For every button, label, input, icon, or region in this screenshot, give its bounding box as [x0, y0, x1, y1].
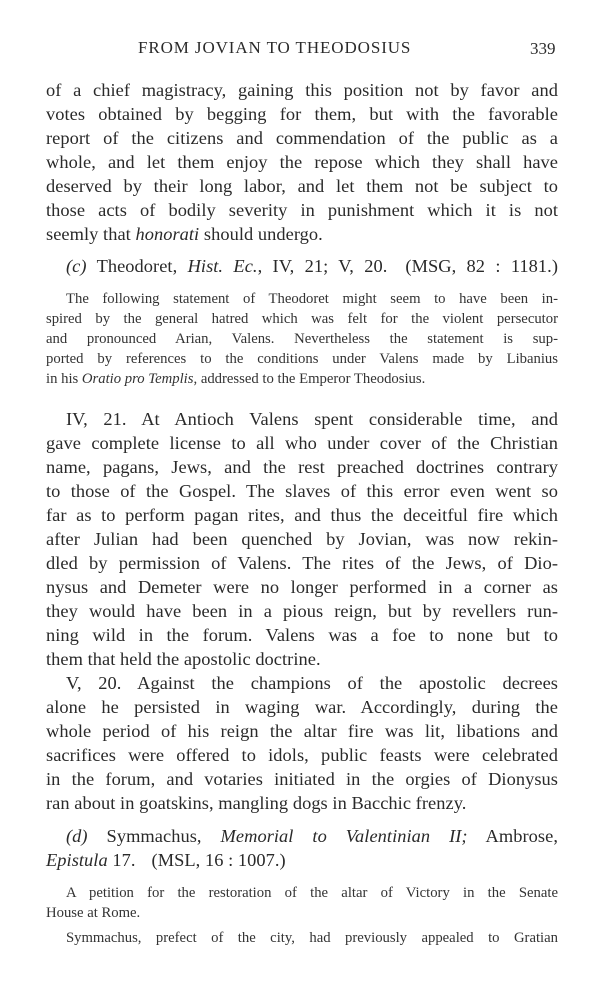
page-header [0, 38, 607, 68]
text-line: they would have been in a pious reign, but by revellers run- [46, 601, 558, 621]
work-title: Memorial to Valentinian II; [220, 826, 468, 846]
text-line: alone he persisted in waging war. Accordingly, during the [46, 697, 558, 717]
text-line: gave complete license to all who under cover of the Christian [46, 433, 558, 453]
source-citation: (MSL, 16 : 1007.) [151, 850, 286, 870]
text-line: votes obtained by begging for them, but with the favorable [46, 104, 558, 124]
running-title: FROM JOVIAN TO THEODOSIUS [138, 38, 412, 57]
reference: , IV, 21; V, 20. [257, 256, 388, 276]
text-line: A petition for the restoration of the altar of Victory in the Senate [66, 885, 558, 901]
italic-title: Oratio pro Templis [81, 371, 194, 387]
text-line: spired by the general hatred which was felt for the violent persecutor [46, 311, 558, 327]
text-line: dled by permission of Valens. The rites of the Jews, of Dio- [46, 553, 558, 573]
source-citation: (MSG, 82 : 1181.) [405, 256, 558, 276]
section-label: (d) [66, 826, 88, 846]
section-label: (c) [66, 256, 87, 276]
text-line: ning wild in the forum. Valens was a foe to none but to [46, 625, 558, 645]
text-line: and pronounced Arian, Valens. Nevertheless the statement is sup- [46, 331, 558, 347]
text-line: far as to perform pagan rites, and thus the deceitful fire which [46, 505, 558, 525]
work-title: Hist. Ec. [187, 256, 258, 276]
text-line: V, 20. Against the champions of the apostolic decrees [66, 673, 558, 693]
text-line [66, 826, 558, 847]
text-line: ran about in goatskins, mangling dogs in Bacchic frenzy. [46, 793, 467, 813]
text-line: of a chief magistracy, gaining this position not by favor and [46, 80, 558, 100]
text-line: them that held the apostolic doctrine. [46, 649, 321, 669]
reference: 17. [107, 850, 136, 870]
text-span: in his [46, 371, 82, 387]
text-line: nysus and Demeter were no longer performed in a corner as [46, 577, 558, 597]
text-line: report of the citizens and commendation of the public as a [46, 128, 558, 148]
text-line: in the forum, and votaries initiated in the orgies of Dionysus [46, 769, 558, 789]
text-line: whole, and let them enjoy the repose which they shall have [46, 152, 558, 172]
italic-term: honorati [135, 224, 200, 244]
text-line: whole period of his reign the altar fire was lit, libations and [46, 721, 558, 741]
text-span: , addressed to the Emperor Theodosius. [193, 371, 426, 387]
text-line: IV, 21. At Antioch Valens spent considerable time, and [66, 409, 558, 429]
work-title: Epistula [46, 850, 108, 870]
section-heading-c [66, 256, 558, 277]
author: Symmachus, [87, 826, 221, 846]
text-line: House at Rome. [46, 905, 141, 921]
text-line: after Julian had been quenched by Jovian, was now rekin- [46, 529, 558, 549]
author: Theodoret, [86, 256, 188, 276]
text-line: Symmachus, prefect of the city, had previously appealed to Gratian [66, 930, 558, 946]
text-line: The following statement of Theodoret might seem to have been in- [66, 291, 558, 307]
text-line [46, 371, 558, 388]
text-line: name, pagans, Jews, and the rest preached doctrines contrary [46, 457, 558, 477]
text-line [46, 850, 558, 871]
author: Ambrose, [467, 826, 558, 846]
text-line [46, 224, 558, 245]
page-number: 339 [530, 39, 556, 58]
text-line: those acts of bodily severity in punishment which it is not [46, 200, 558, 220]
text-span: should undergo. [199, 224, 323, 244]
text-line: ported by references to the conditions under Valens made by Libanius [46, 351, 558, 367]
text-line: sacrifices were offered to idols, public feasts were celebrated [46, 745, 558, 765]
text-line: to those of the Gospel. The slaves of this error even went so [46, 481, 558, 501]
text-span: seemly that [46, 224, 136, 244]
text-line: deserved by their long labor, and let them not be subject to [46, 176, 558, 196]
